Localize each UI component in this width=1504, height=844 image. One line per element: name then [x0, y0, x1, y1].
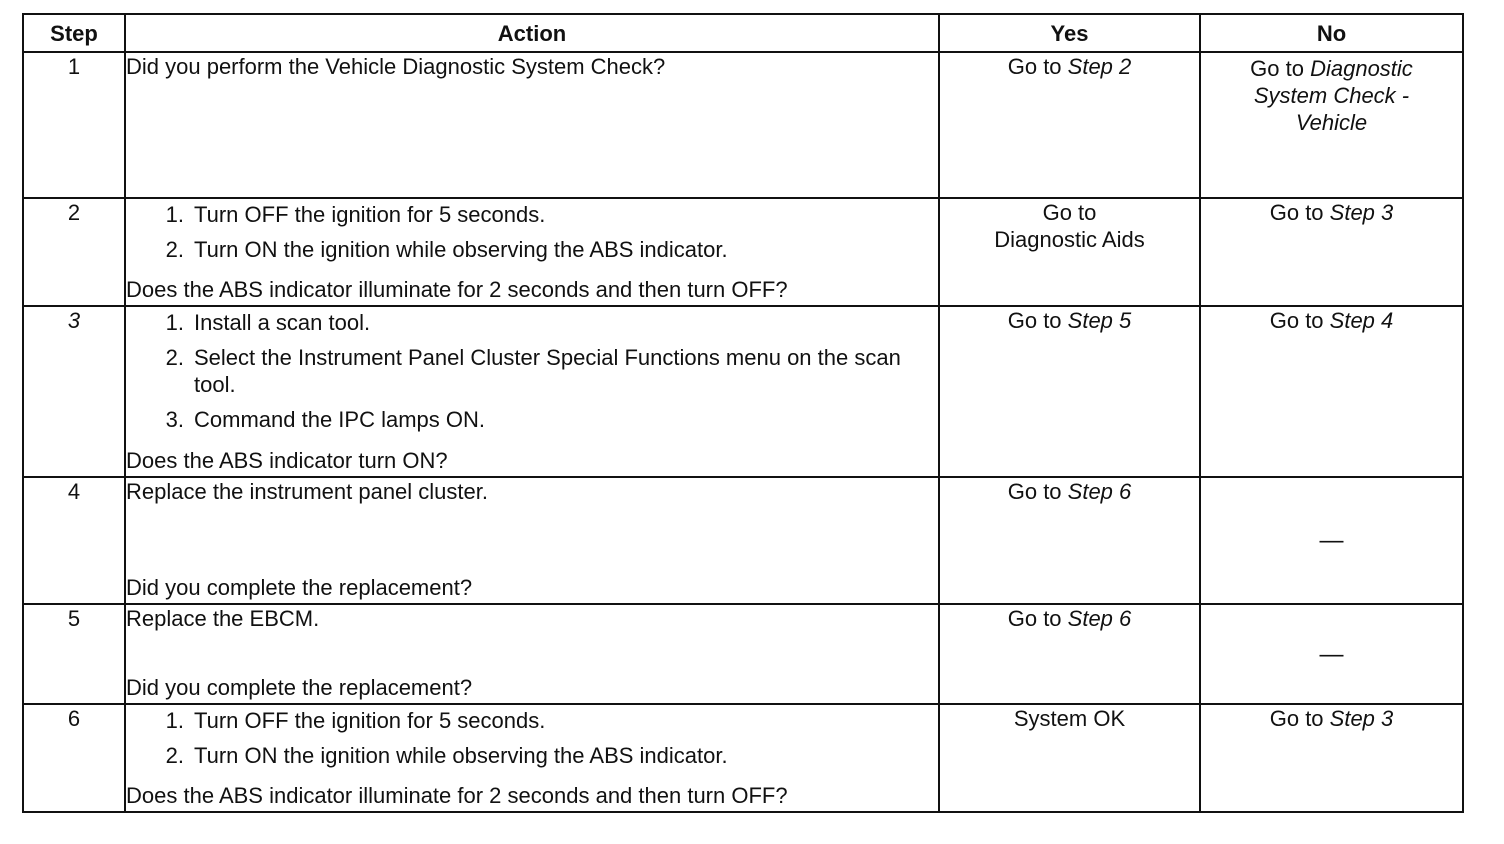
yes-step-link[interactable]: Step 2 [1067, 54, 1132, 79]
yes-prefix: Go to [1007, 308, 1068, 333]
no-step-link[interactable]: Step 3 [1329, 200, 1394, 225]
header-no: No [1200, 14, 1463, 52]
table-row [23, 604, 1463, 704]
diagnostic-table [22, 13, 1464, 813]
list-item: 1. Install a scan tool. [165, 310, 371, 335]
action-question: Does the ABS indicator illuminate for 2 seconds and then turn OFF? [126, 783, 788, 808]
no-step-link[interactable]: Step 3 [1329, 706, 1394, 731]
no-cell [1200, 704, 1463, 812]
list-item: 3. Command the IPC lamps ON. [165, 407, 485, 432]
step-number: 1 [23, 52, 125, 198]
no-cell [1200, 477, 1463, 604]
yes-prefix: Go to [1042, 200, 1097, 225]
list-item: 1. Turn OFF the ignition for 5 seconds. [165, 202, 546, 227]
table-header-row [23, 14, 1463, 52]
action-cell [125, 604, 939, 704]
no-dash: — [1319, 640, 1344, 668]
list-item: 1. Turn OFF the ignition for 5 seconds. [165, 708, 546, 733]
no-cell [1200, 604, 1463, 704]
yes-step-link[interactable]: Step 6 [1067, 479, 1132, 504]
action-question: Did you complete the replacement? [126, 675, 473, 700]
no-step-link[interactable]: Step 4 [1329, 308, 1394, 333]
yes-system-ok: System OK [1013, 706, 1126, 731]
no-cell [1200, 306, 1463, 477]
action-question: Does the ABS indicator illuminate for 2 seconds and then turn OFF? [126, 277, 788, 302]
yes-cell [939, 306, 1200, 477]
action-text: Did you perform the Vehicle Diagnostic System Check? [126, 54, 666, 79]
list-item: 2. Turn ON the ignition while observing the ABS indicator. [165, 237, 728, 262]
action-cell [125, 52, 939, 198]
no-prefix: Go to [1269, 308, 1330, 333]
action-cell [125, 477, 939, 604]
action-steps-list [126, 199, 938, 271]
yes-cell [939, 52, 1200, 198]
no-dash: — [1319, 527, 1344, 554]
list-item: 2. Select the Instrument Panel Cluster Special Functions menu on the scan tool. [165, 345, 901, 397]
table-row [23, 306, 1463, 477]
yes-prefix: Go to [1007, 479, 1068, 504]
no-prefix: Go to [1250, 56, 1311, 81]
header-yes: Yes [939, 14, 1200, 52]
no-prefix: Go to [1269, 706, 1330, 731]
step-number: 3 [23, 306, 125, 477]
yes-prefix: Go to [1007, 606, 1068, 631]
yes-step-link[interactable]: Step 5 [1067, 308, 1132, 333]
yes-cell [939, 198, 1200, 306]
table-row [23, 704, 1463, 812]
table-row [23, 477, 1463, 604]
action-cell [125, 306, 939, 477]
no-prefix: Go to [1269, 200, 1330, 225]
yes-cell [939, 704, 1200, 812]
yes-cell [939, 477, 1200, 604]
step-number: 2 [23, 198, 125, 306]
yes-cell [939, 604, 1200, 704]
step-number: 4 [23, 477, 125, 604]
header-action: Action [125, 14, 939, 52]
table-row [23, 52, 1463, 198]
action-steps-list [126, 307, 938, 441]
action-instruction: Replace the instrument panel cluster. [126, 479, 488, 504]
no-diagnostic-link[interactable]: Diagnostic System Check - Vehicle [1253, 56, 1413, 135]
step-number: 6 [23, 704, 125, 812]
action-cell [125, 704, 939, 812]
header-step: Step [23, 14, 125, 52]
table-row [23, 198, 1463, 306]
no-cell [1200, 198, 1463, 306]
yes-step-link[interactable]: Step 6 [1067, 606, 1132, 631]
action-question: Does the ABS indicator turn ON? [126, 448, 448, 473]
no-cell [1200, 52, 1463, 198]
yes-diagnostic-aids-link[interactable]: Diagnostic Aids [994, 227, 1145, 252]
list-item: 2. Turn ON the ignition while observing the ABS indicator. [165, 743, 728, 768]
action-steps-list [126, 705, 938, 777]
action-question: Did you complete the replacement? [126, 575, 473, 600]
step-number: 5 [23, 604, 125, 704]
action-cell [125, 198, 939, 306]
action-instruction: Replace the EBCM. [126, 606, 320, 631]
yes-prefix: Go to [1007, 54, 1068, 79]
